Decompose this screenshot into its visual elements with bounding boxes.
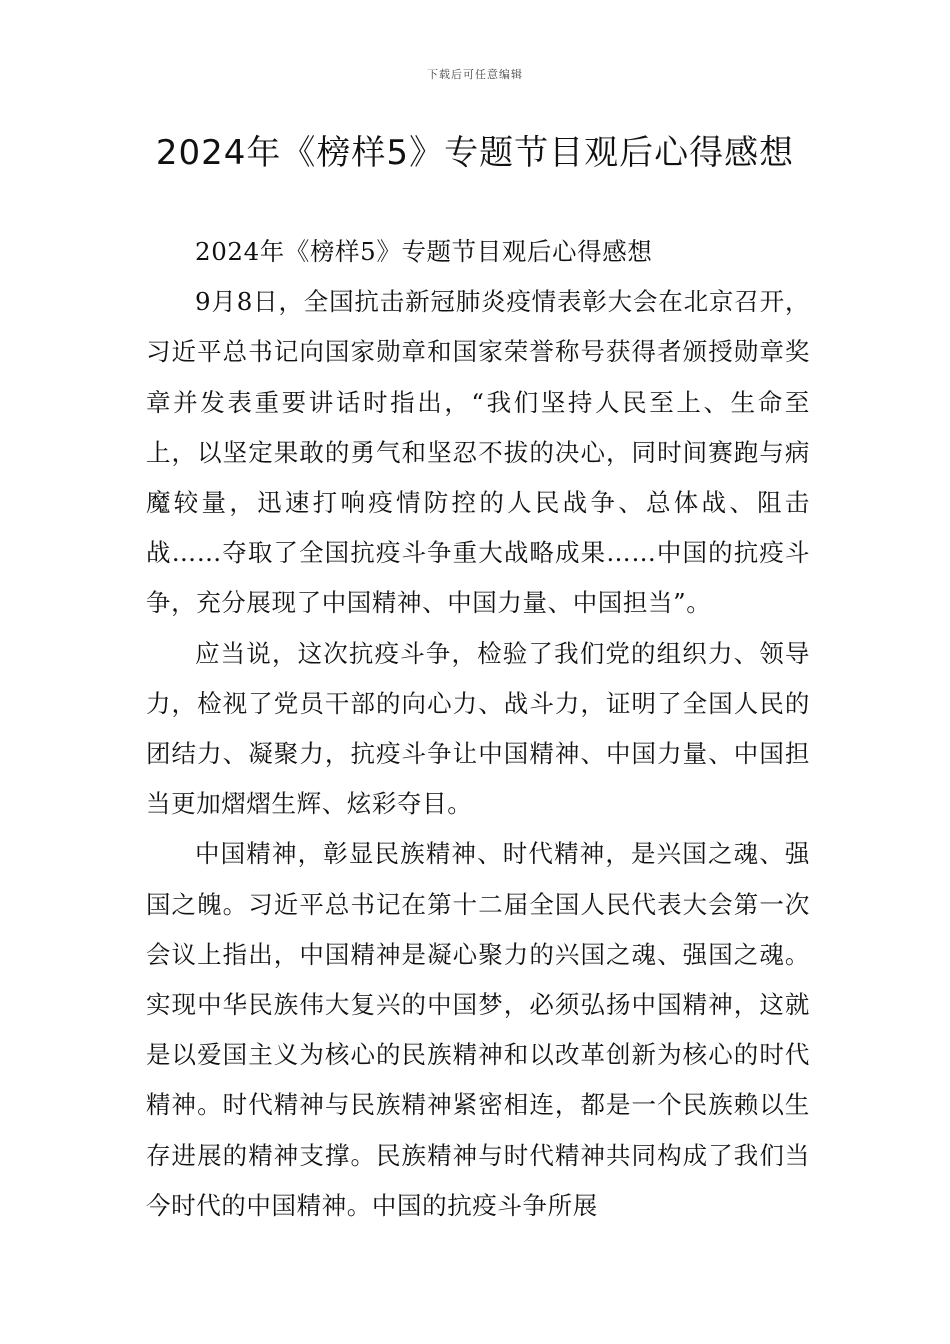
header-note: 下载后可任意编辑 xyxy=(427,68,523,81)
document-body xyxy=(146,227,810,1231)
paragraph: 应当说，这次抗疫斗争，检验了我们党的组织力、领导力，检视了党员干部的向心力、战斗力，证明了全国人民的团结力、凝聚力，抗疫斗争让中国精神、中国力量、中国担当更加熠熠生辉、炫彩夺目。 xyxy=(146,638,810,819)
paragraph: 中国精神，彰显民族精神、时代精神，是兴国之魂、强国之魄。习近平总书记在第十二届全国人民代表大会第一次会议上指出，中国精神是凝心聚力的兴国之魂、强国之魂。实现中华民族伟大复兴的中国梦，必须弘扬中国精神，这就是以爱国主义为核心的民族精神和以改革创新为核心的时代精神。时代精神与民族精神紧密相连，都是一个民族赖以生存进展的精神支撑。民族精神与时代精神共同构成了我们当今时代的中国精神。中国的抗疫斗争所展 xyxy=(146,839,810,1220)
paragraph: 9月8日，全国抗击新冠肺炎疫情表彰大会在北京召开，习近平总书记向国家勋章和国家荣誉称号获得者颁授勋章奖章并发表重要讲话时指出，“我们坚持人民至上、生命至上，以坚定果敢的勇气和坚忍不拔的决心，同时间赛跑与病魔较量，迅速打响疫情防控的人民战争、总体战、阻击战……夺取了全国抗疫斗争重大战略成果……中国的抗疫斗争，充分展现了中国精神、中国力量、中国担当”。 xyxy=(146,287,810,618)
paragraph-subtitle: 2024年《榜样5》专题节目观后心得感想 xyxy=(195,237,653,266)
document-title: 2024年《榜样5》专题节目观后心得感想 xyxy=(155,133,795,173)
